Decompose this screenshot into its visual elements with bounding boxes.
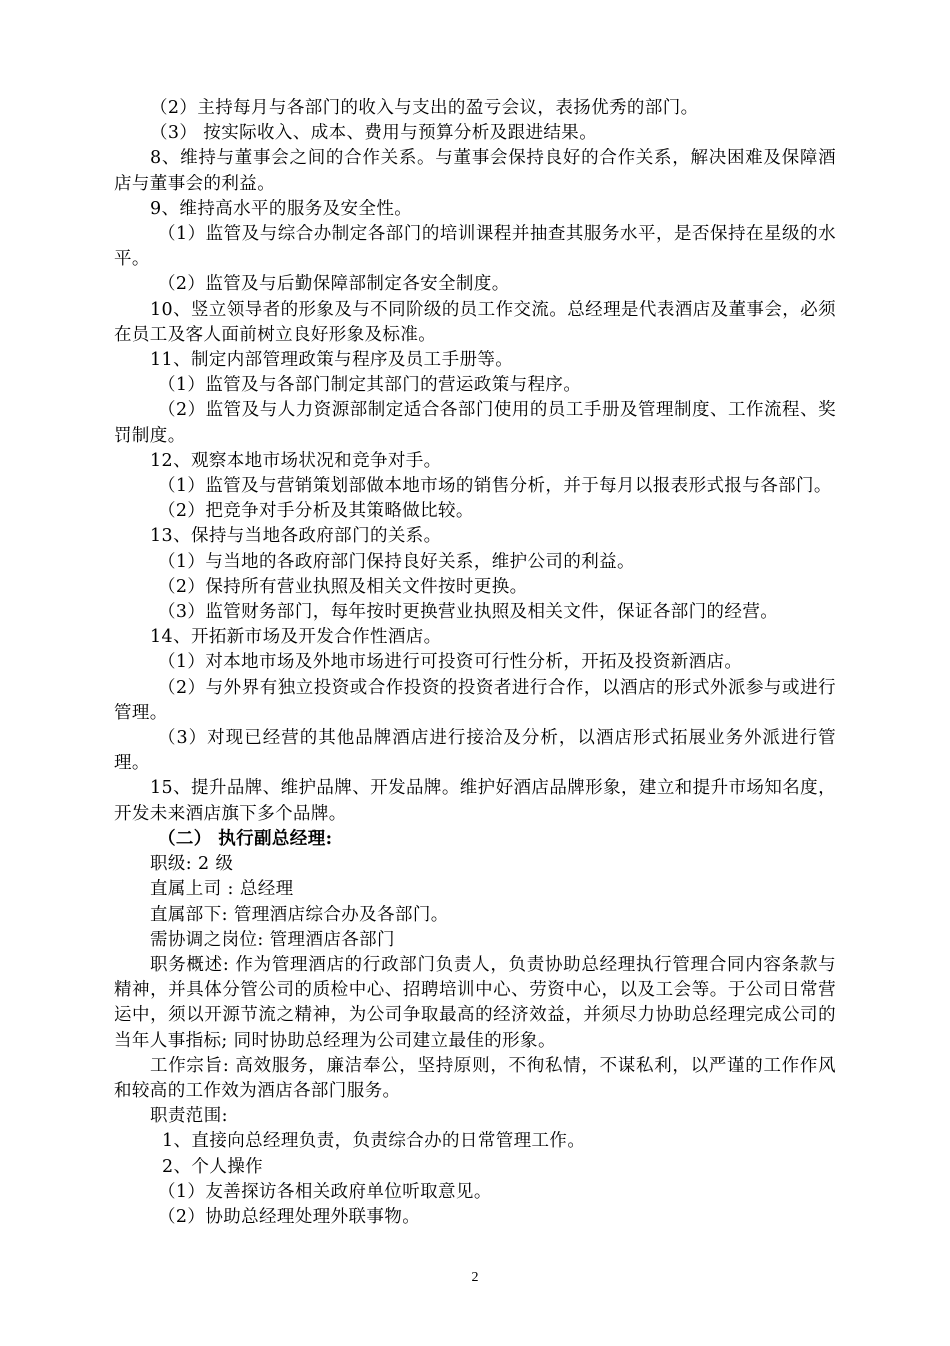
paragraph: 需协调之岗位: 管理酒店各部门 bbox=[150, 929, 395, 950]
paragraph: （2）把竞争对手分析及其策略做比较。 bbox=[158, 501, 474, 522]
paragraph: （1）对本地市场及外地市场进行可投资可行性分析，开拓及投资新酒店。 bbox=[158, 652, 743, 673]
paragraph: 9、维持高水平的服务及安全性。 bbox=[150, 198, 413, 219]
paragraph: （3） 按实际收入、成本、费用与预算分析及跟进结果。 bbox=[150, 123, 598, 144]
paragraph: 职责范围: bbox=[150, 1106, 228, 1127]
paragraph: （3）对现已经营的其他品牌酒店进行接洽及分析，以酒店形式拓展业务外派进行管理。 bbox=[114, 728, 836, 774]
paragraph: 11、制定内部管理政策与程序及员工手册等。 bbox=[150, 350, 514, 371]
paragraph: （1）友善探访各相关政府单位听取意见。 bbox=[158, 1181, 492, 1202]
paragraph: （2）主持每月与各部门的收入与支出的盈亏会议，表扬优秀的部门。 bbox=[150, 98, 699, 118]
document-body bbox=[114, 96, 836, 1230]
paragraph: （2）协助总经理处理外联事物。 bbox=[158, 1206, 421, 1227]
paragraph: 工作宗旨: 高效服务，廉洁奉公，坚持原则，不徇私情，不谋私利，以严谨的工作作风和较高的工作效为酒店各部门服务。 bbox=[114, 1055, 836, 1101]
paragraph: 1、直接向总经理负责，负责综合办的日常管理工作。 bbox=[162, 1131, 586, 1152]
paragraph: 2、个人操作 bbox=[162, 1156, 264, 1177]
paragraph: 8、维持与董事会之间的合作关系。与董事会保持良好的合作关系，解决困难及保障酒店与董事会的利益。 bbox=[114, 148, 836, 194]
paragraph: 职级: 2 级 bbox=[150, 854, 234, 875]
paragraph: 12、观察本地市场状况和竞争对手。 bbox=[150, 450, 442, 471]
paragraph: （1）监管及与营销策划部做本地市场的销售分析，并于每月以报表形式报与各部门。 bbox=[158, 476, 832, 497]
paragraph: 10、竖立领导者的形象及与不同阶级的员工作交流。总经理是代表酒店及董事会，必须在员工及客人面前树立良好形象及标准。 bbox=[114, 299, 836, 345]
page-number: 2 bbox=[471, 1270, 479, 1285]
section-heading: （二） 执行副总经理: bbox=[158, 828, 333, 849]
paragraph: （2）与外界有独立投资或合作投资的投资者进行合作，以酒店的形式外派参与或进行管理。 bbox=[114, 677, 836, 723]
paragraph: 14、开拓新市场及开发合作性酒店。 bbox=[150, 627, 442, 648]
paragraph: （1）监管及与各部门制定其部门的营运政策与程序。 bbox=[158, 375, 582, 396]
paragraph: （1）监管及与综合办制定各部门的培训课程并抽查其服务水平，是否保持在星级的水平。 bbox=[114, 224, 836, 270]
paragraph: （2）保持所有营业执照及相关文件按时更换。 bbox=[158, 576, 528, 597]
paragraph: 直属上司 : 总经理 bbox=[150, 879, 294, 900]
paragraph: 直属部下: 管理酒店综合办及各部门。 bbox=[150, 904, 449, 925]
paragraph: 职务概述: 作为管理酒店的行政部门负责人，负责协助总经理执行管理合同内容条款与精神，并具体分管公司的质检中心、招聘培训中心、劳资中心，以及工会等。于公司日常营运中，须以开源节流之精神，为公司争取最高的经济效益，并须尽力协助总经理完成公司的当年人事指标; 同时协助总经理为公司建立最佳的形象。 bbox=[114, 954, 836, 1051]
paragraph: 13、保持与当地各政府部门的关系。 bbox=[150, 526, 442, 547]
paragraph: （3）监管财务部门，每年按时更换营业执照及相关文件，保证各部门的经营。 bbox=[158, 602, 779, 623]
paragraph: （2）监管及与人力资源部制定适合各部门使用的员工手册及管理制度、工作流程、奖罚制度。 bbox=[114, 400, 836, 446]
paragraph: 15、提升品牌、维护品牌、开发品牌。维护好酒店品牌形象，建立和提升市场知名度，开发未来酒店旗下多个品牌。 bbox=[114, 778, 836, 824]
paragraph: （2）监管及与后勤保障部制定各安全制度。 bbox=[158, 274, 510, 295]
paragraph: （1）与当地的各政府部门保持良好关系，维护公司的利益。 bbox=[158, 551, 635, 572]
